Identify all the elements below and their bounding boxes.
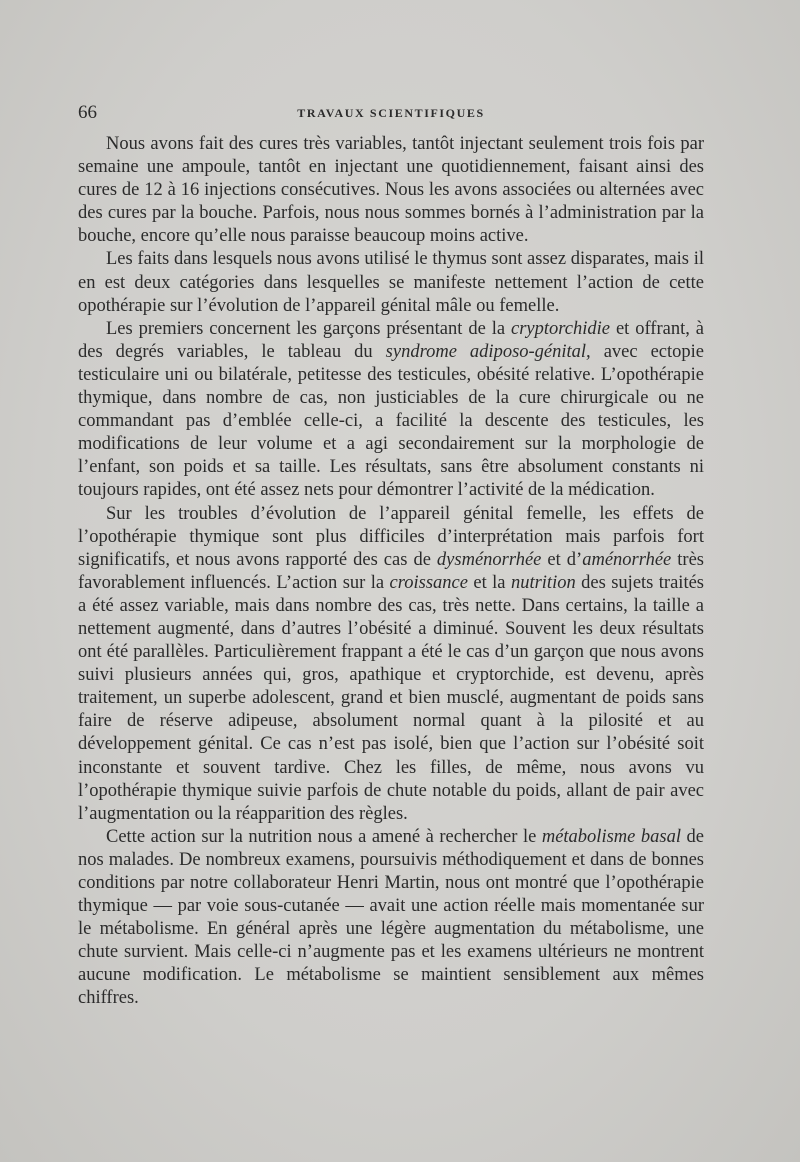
italic-term: cryptorchidie [511,318,610,339]
paragraph-metabolisme: Cette action sur la nutrition nous a amené à rechercher le métabolisme basal de nos malades. De nombreux examens, poursuivis méthodiquement et dans de bonnes conditions par notre collaborateur Henri Martin, nous ont montré que l’opothérapie thymique — par voie sous-cutanée — avait une action réelle mais momentanée sur le métabolisme. En général après une légère augmentation du métabolisme, une chute survient. Mais celle-ci n’augmente pas et les examens ultérieurs ne montrent aucune modification. Le métabolisme se maintient sensiblement aux mêmes chiffres. [78,826,704,1009]
body-text [78,133,704,1011]
italic-term: métabolisme basal [541,826,681,847]
page-header [78,103,704,123]
italic-term: syndrome adiposo-génital, [385,341,591,362]
italic-term: dysménorrhée [436,549,542,570]
page-number: 66 [78,102,97,123]
running-title: TRAVAUX SCIENTIFIQUES [297,106,485,120]
italic-term: croissance [389,572,468,593]
paragraph-categories: Les faits dans lesquels nous avons utilisé le thymus sont assez disparates, mais il en est deux catégories dans lesquelles se manifeste nettement l’action de cette opothérapie sur l’évolution de l’appareil génital mâle ou femelle. [78,249,704,316]
paragraph-femelle: Sur les troubles d’évolution de l’appareil génital femelle, les effets de l’opothérapie thymique sont plus difficiles d’interprétation mais parfois fort significatifs, et nous avons rapporté des cas de dysménorrhée et d’aménorrhée très favorablement influencés. L’action sur la croissance et la nutrition des sujets traités a été assez variable, mais dans nombre des cas, très nette. Dans certains, la taille a nettement augmenté, dans d’autres l’obésité a diminué. Souvent les deux résultats ont été parallèles. Particulièrement frappant a été le cas d’un garçon que nous avons suivi plusieurs années qui, gros, apathique et cryptorchide, est devenu, après traitement, un superbe adolescent, grand et bien musclé, augmentant de poids sans faire de réserve adipeuse, absolument normal quant à la pilosité et au développement génital. Ce cas n’est pas isolé, bien que l’action sur l’obésité soit inconstante et souvent tardive. Chez les filles, de même, nous avons vu l’opothérapie thymique suivie parfois de chute notable du poids, allant de pair avec l’augmentation ou la réapparition des règles. [78,503,704,824]
italic-term: aménorrhée [582,549,672,570]
paragraph-garcons: Les premiers concernent les garçons présentant de la cryptorchidie et offrant, à des degrés variables, le tableau du syndrome adiposo-génital, avec ectopie testiculaire uni ou bilatérale, petitesse des testicules, obésité relative. L’opothérapie thymique, dans nombre de cas, non justiciables de la cure chirurgicale ou ne commandant pas d’emblée celle-ci, a facilité la descente des testicules, les modifications de leur volume et a agi secondairement sur la morphologie de l’enfant, son poids et sa taille. Les résultats, sans être absolument constants ni toujours rapides, ont été assez nets pour démontrer l’activité de la médication. [78,318,705,501]
paragraph-cures: Nous avons fait des cures très variables, tantôt injectant seulement trois fois par semaine une ampoule, tantôt en injectant une quotidiennement, faisant ainsi des cures de 12 à 16 injections consécutives. Nous les avons associées ou alternées avec des cures par la bouche. Parfois, nous nous sommes bornés à l’administration par la bouche, encore qu’elle nous paraisse beaucoup moins active. [78,134,704,247]
italic-term: nutrition [510,572,576,593]
